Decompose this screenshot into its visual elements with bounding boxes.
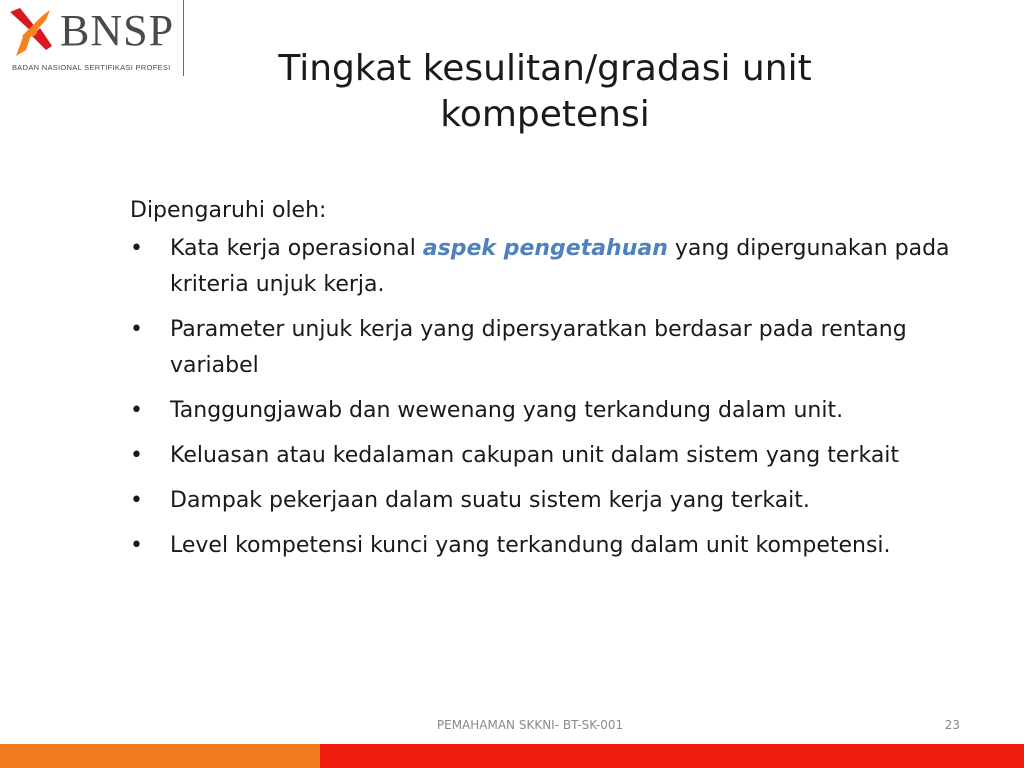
- bullet-3-text: Tanggungjawab dan wewenang yang terkandung dalam unit.: [170, 398, 844, 423]
- footer-bar-red: [320, 744, 1024, 768]
- logo-divider: [183, 0, 184, 76]
- bullet-1-text-before: Kata kerja operasional: [170, 236, 423, 261]
- bullet-item-4: [130, 438, 990, 474]
- bnsp-logo: [4, 4, 186, 76]
- bullet-dot-icon: •: [130, 236, 143, 261]
- bullet-dot-icon: •: [130, 317, 143, 342]
- bullet-item-6: [130, 528, 990, 564]
- bnsp-emblem-icon: [6, 6, 56, 58]
- bullet-list: [130, 231, 990, 564]
- bullet-item-5: [130, 483, 990, 519]
- bullet-2-text: Parameter unjuk kerja yang dipersyaratkan berdasar pada rentang variabel: [170, 317, 907, 378]
- bullet-1-text-after: yang dipergunakan pada kriteria unjuk kerja.: [170, 236, 950, 297]
- bullet-1-highlight: aspek pengetahuan: [422, 236, 668, 261]
- bullet-item-1: [130, 231, 990, 303]
- slide-title: Tingkat kesulitan/gradasi unit kompetensi: [278, 48, 812, 135]
- bullet-dot-icon: •: [130, 398, 143, 423]
- footer-bar-orange: [0, 744, 320, 768]
- bullet-5-text: Dampak pekerjaan dalam suatu sistem kerja yang terkait.: [170, 488, 810, 513]
- intro-text: Dipengaruhi oleh:: [130, 198, 327, 223]
- bullet-dot-icon: •: [130, 443, 143, 468]
- slide-content: [130, 193, 990, 573]
- bullet-dot-icon: •: [130, 488, 143, 513]
- footer-text: PEMAHAMAN SKKNI- BT-SK-001: [436, 718, 624, 732]
- bullet-item-2: [130, 312, 990, 384]
- bullet-6-text: Level kompetensi kunci yang terkandung dalam unit kompetensi.: [170, 533, 891, 558]
- logo-tagline: BADAN NASIONAL SERTIFIKASI PROFESI: [12, 63, 171, 72]
- footer-color-bar: [0, 744, 1024, 768]
- logo-wordmark: BNSP: [60, 6, 175, 55]
- bullet-dot-icon: •: [130, 533, 143, 558]
- bullet-4-text: Keluasan atau kedalaman cakupan unit dalam sistem yang terkait: [170, 443, 900, 468]
- bullet-item-3: [130, 393, 990, 429]
- page-number: 23: [944, 718, 960, 732]
